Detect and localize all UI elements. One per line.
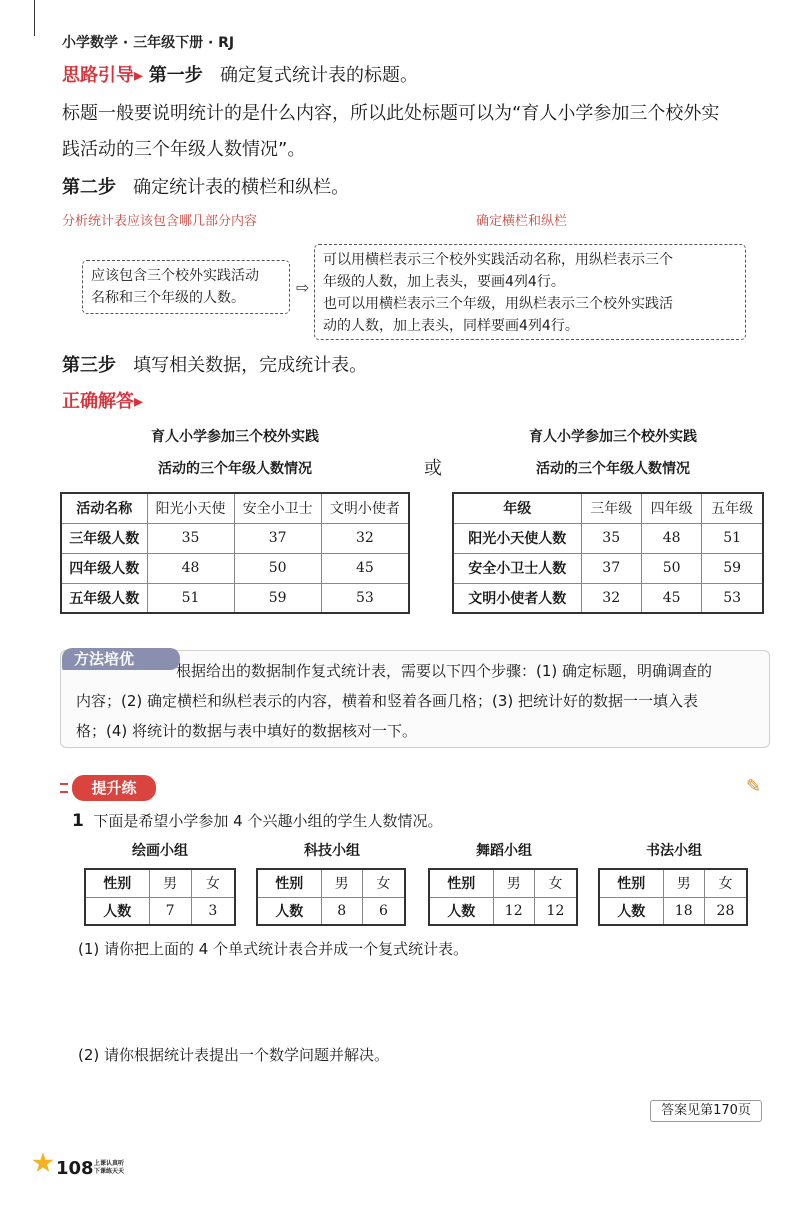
table-cell: 人数	[429, 897, 493, 925]
step2-line	[62, 174, 349, 202]
table-cell: 人数	[257, 897, 321, 925]
table-cell: 8	[321, 897, 362, 925]
box-right-line2: 年级的人数，加上表头，要画4列4行。	[323, 274, 565, 290]
table-cell: 五年级	[702, 493, 763, 523]
header-corner-line	[34, 0, 35, 36]
table-cell: 阳光小天使	[147, 493, 234, 523]
table-cell: 五年级人数	[61, 583, 147, 613]
table-row	[257, 869, 405, 897]
group-title: 科技小组	[304, 843, 360, 859]
step2-label: 第二步	[62, 177, 116, 198]
table-cell: 45	[321, 553, 409, 583]
header-title: 小学数学 · 三年级下册 · RJ	[62, 35, 235, 51]
table-cell: 文明小使者	[321, 493, 409, 523]
box-left-line1: 应该包含三个校外实践活动	[91, 268, 259, 284]
answer-label-line	[62, 388, 143, 416]
table-cell: 男	[493, 869, 534, 897]
table-cell: 6	[362, 897, 405, 925]
answer-label-arrow: ▸	[134, 391, 144, 412]
table-cell: 51	[702, 523, 763, 553]
table-cell: 男	[149, 869, 191, 897]
table-cell: 性别	[599, 869, 663, 897]
table-cell: 女	[191, 869, 235, 897]
table-cell: 3	[191, 897, 235, 925]
table-cell: 12	[493, 897, 534, 925]
table-cell: 48	[147, 553, 234, 583]
method-label: 方法培优	[74, 650, 135, 668]
guide-para-line2: 践活动的三个年级人数情况”。	[62, 139, 306, 160]
answer-table1	[60, 492, 410, 614]
group-table	[428, 868, 578, 926]
practice-tag	[72, 775, 156, 801]
table-row	[599, 869, 747, 897]
answer-label: 正确解答	[62, 391, 134, 412]
table-row	[453, 523, 763, 553]
table2-title-line2: 活动的三个年级人数情况	[536, 461, 690, 477]
step3-text: 填写相关数据，完成统计表。	[133, 355, 368, 376]
table-row	[85, 897, 235, 925]
group-table	[256, 868, 406, 926]
sub-question-1: (1) 请你把上面的 4 个单式统计表合并成一个复式统计表。	[78, 940, 469, 958]
step3-line	[62, 352, 367, 380]
table-cell: 性别	[257, 869, 321, 897]
group-table	[84, 868, 236, 926]
table-cell: 28	[704, 897, 747, 925]
footer-slogan	[94, 1160, 124, 1176]
table-cell: 性别	[85, 869, 149, 897]
table-cell: 女	[362, 869, 405, 897]
table2-title-line1: 育人小学参加三个校外实践	[529, 429, 697, 445]
table-row	[453, 553, 763, 583]
table-cell: 女	[534, 869, 577, 897]
table-row	[429, 897, 577, 925]
box-left	[82, 260, 290, 314]
guide-label-arrow: ▸	[134, 65, 144, 86]
method-line1: 根据给出的数据制作复式统计表，需要以下四个步骤：(1) 确定标题，明确调查的	[176, 662, 713, 680]
table-cell: 48	[641, 523, 701, 553]
table-row	[85, 869, 235, 897]
table-cell: 四年级	[641, 493, 701, 523]
step1-line	[62, 62, 418, 90]
table-row	[61, 523, 409, 553]
table-row	[257, 897, 405, 925]
table-cell: 18	[663, 897, 704, 925]
box-right	[314, 244, 746, 340]
box-right-line1: 可以用横栏表示三个校外实践活动名称，用纵栏表示三个	[323, 252, 673, 268]
guide-label: 思路引导	[62, 65, 134, 86]
table-cell: 安全小卫士	[234, 493, 321, 523]
table-cell: 安全小卫士人数	[453, 553, 581, 583]
table-cell: 50	[234, 553, 321, 583]
table-cell: 女	[704, 869, 747, 897]
q1-number: 1	[72, 811, 84, 831]
note-right: 确定横栏和纵栏	[476, 214, 568, 229]
table-row	[61, 553, 409, 583]
table-cell: 32	[581, 583, 641, 613]
table-cell: 37	[234, 523, 321, 553]
table-cell: 人数	[85, 897, 149, 925]
table1-title-line1: 育人小学参加三个校外实践	[151, 429, 319, 445]
answer-table2	[452, 492, 764, 614]
sub-question-2: (2) 请你根据统计表提出一个数学问题并解决。	[78, 1046, 390, 1064]
table-cell: 53	[321, 583, 409, 613]
answer-reference: 答案见第170页	[650, 1100, 762, 1122]
table-cell: 文明小使者人数	[453, 583, 581, 613]
table-cell: 32	[321, 523, 409, 553]
table-cell: 阳光小天使人数	[453, 523, 581, 553]
table-cell: 59	[702, 553, 763, 583]
table-cell: 37	[581, 553, 641, 583]
table-cell: 7	[149, 897, 191, 925]
table-cell: 12	[534, 897, 577, 925]
box-right-line4: 动的人数，加上表头，同样要画4列4行。	[323, 318, 579, 334]
table-row	[599, 897, 747, 925]
pencil-icon: ✎	[746, 776, 762, 797]
table-row	[61, 583, 409, 613]
guide-para-line1: 标题一般要说明统计的是什么内容，所以此处标题可以为“育人小学参加三个校外实	[62, 103, 720, 124]
table-cell: 51	[147, 583, 234, 613]
note-left: 分析统计表应该包含哪几部分内容	[62, 214, 258, 229]
group-title: 书法小组	[646, 843, 702, 859]
group-title: 舞蹈小组	[476, 843, 532, 859]
table-cell: 活动名称	[61, 493, 147, 523]
table-cell: 50	[641, 553, 701, 583]
arrow-right-icon: ⇨	[296, 278, 310, 297]
table-cell: 59	[234, 583, 321, 613]
table-row	[61, 493, 409, 523]
practice-label: 提升练	[91, 779, 137, 797]
table-cell: 男	[663, 869, 704, 897]
step2-text: 确定统计表的横栏和纵栏。	[133, 177, 350, 198]
slogan-line2: 下课练天天	[94, 1168, 125, 1175]
slogan-line1: 上课认真听	[94, 1160, 125, 1167]
table-row	[453, 583, 763, 613]
or-text: 或	[424, 458, 442, 479]
step3-label: 第三步	[62, 355, 116, 376]
table-cell: 四年级人数	[61, 553, 147, 583]
table-cell: 35	[581, 523, 641, 553]
star-icon	[32, 1152, 54, 1174]
group-title: 绘画小组	[132, 843, 188, 859]
table-cell: 年级	[453, 493, 581, 523]
table-cell: 性别	[429, 869, 493, 897]
table-cell: 53	[702, 583, 763, 613]
table-cell: 三年级人数	[61, 523, 147, 553]
table-row	[453, 493, 763, 523]
box-right-line3: 也可以用横栏表示三个年级，用纵栏表示三个校外实践活	[323, 296, 673, 312]
step1-label: 第一步	[148, 65, 203, 86]
practice-bars-icon	[60, 783, 68, 793]
table-cell: 三年级	[581, 493, 641, 523]
table-cell: 人数	[599, 897, 663, 925]
method-line2: 内容；(2) 确定横栏和纵栏表示的内容，横着和竖着各画几格；(3) 把统计好的数据一一填入表	[76, 692, 699, 710]
table-cell: 男	[321, 869, 362, 897]
table-row	[429, 869, 577, 897]
q1-text: 下面是希望小学参加 4 个兴趣小组的学生人数情况。	[93, 812, 443, 830]
page-number: 108	[56, 1158, 94, 1179]
table-cell: 45	[641, 583, 701, 613]
table-cell: 35	[147, 523, 234, 553]
method-line3: 格；(4) 将统计的数据与表中填好的数据核对一下。	[76, 722, 418, 740]
q1-line	[72, 810, 442, 831]
table1-title-line2: 活动的三个年级人数情况	[158, 461, 312, 477]
box-left-line2: 名称和三个年级的人数。	[91, 290, 245, 306]
group-table	[598, 868, 748, 926]
step1-text: 确定复式统计表的标题。	[219, 65, 418, 86]
